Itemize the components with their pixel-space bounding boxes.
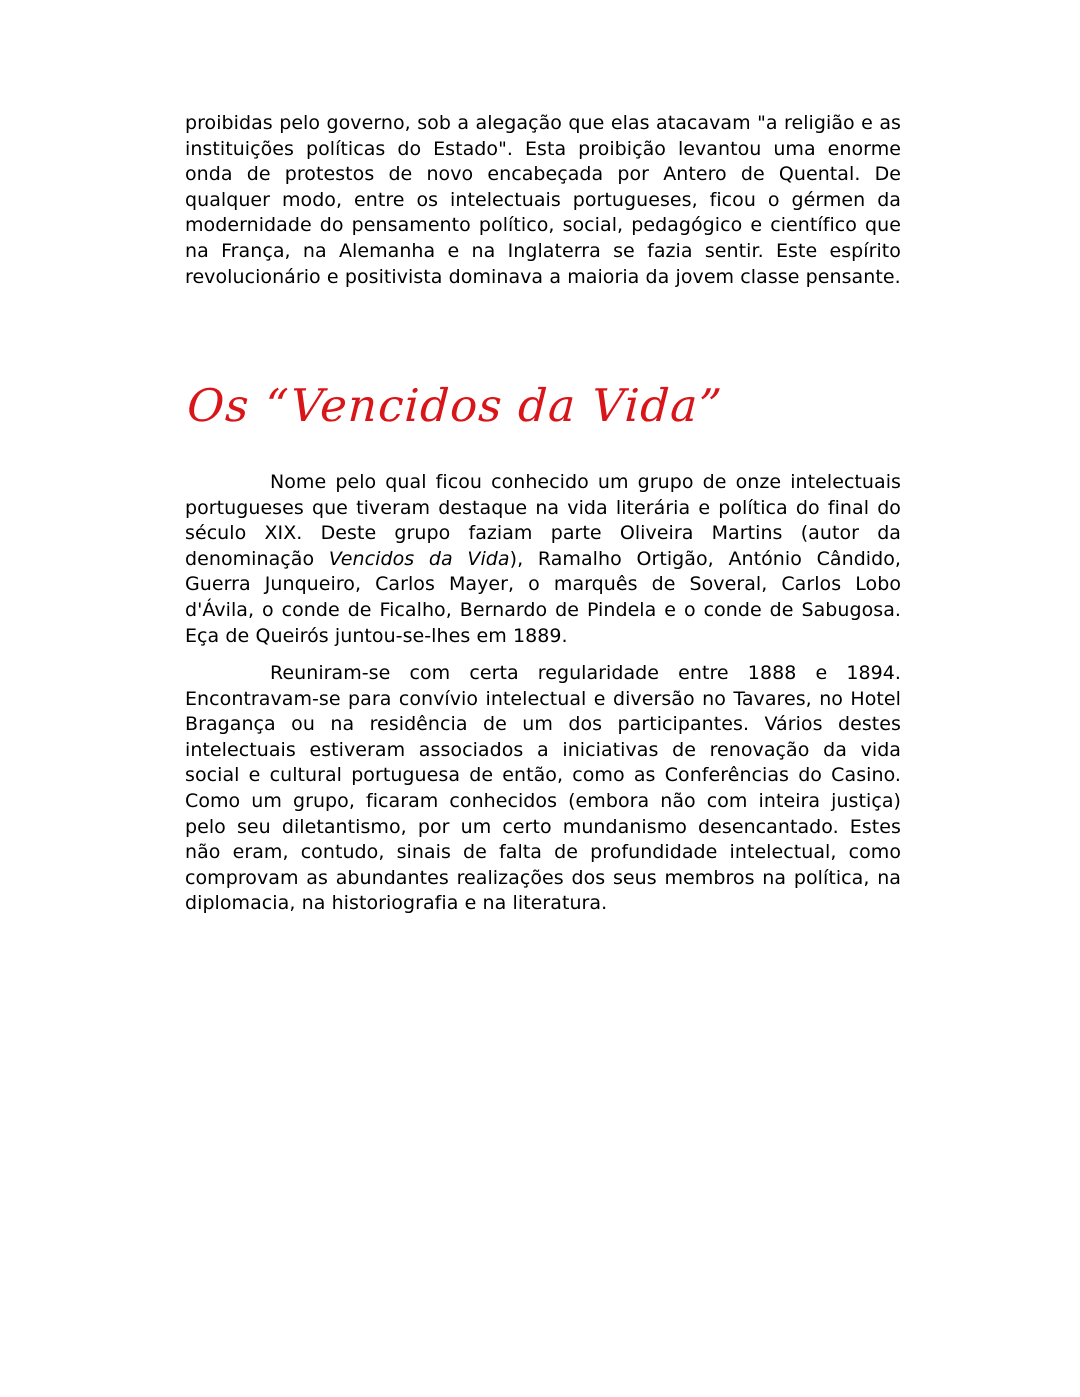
paragraph-one (185, 470, 901, 649)
page-title: Os “Vencidos da Vida” (185, 379, 725, 432)
paragraph-one-italic-title: Vencidos da Vida (328, 547, 510, 570)
paragraph-one-segment-before: Nome pelo qual ficou conhecido um grupo de onze intelectuais portugueses que tiveram destaque na vida literária e política do final do século XIX. Deste grupo faziam parte Oliveira Martins (autor da denominação (185, 471, 901, 570)
intro-text-block (185, 111, 901, 290)
section-heading-container (186, 381, 902, 431)
paragraph-one-segment-after: ), Ramalho Ortigão, António Cândido, Guerra Junqueiro, Carlos Mayer, o marquês de Soveral, Carlos Lobo d'Ávila, o conde de Ficalho, Bernardo de Pindela e o conde de Sabugosa. Eça de Queirós juntou-se-lhes em 1889. (185, 547, 902, 647)
paragraph-two: Reuniram-se com certa regularidade entre 1888 e 1894. Encontravam-se para convívio intelectual e diversão no Tavares, no Hotel Bragança ou na residência de um dos participantes. Vários destes intelectuais estiveram associados a iniciativas de renovação da vida social e cultural portuguesa de então, como as Conferências do Casino. Como um grupo, ficaram conhecidos (embora não com inteira justiça) pelo seu diletantismo, por um certo mundanismo desencantado. Estes não eram, contudo, sinais de falta de profundidade intelectual, como comprovam as abundantes realizações dos seus membros na política, na diplomacia, na historiografia e na literatura. (185, 662, 901, 915)
first-body-block (185, 470, 901, 649)
intro-paragraph: proibidas pelo governo, sob a alegação que elas atacavam "a religião e as instituições políticas do Estado". Esta proibição levantou uma enorme onda de protestos de novo encabeçada por Antero de Quental. De qualquer modo, entre os intelectuais portugueses, ficou o gérmen da modernidade do pensamento político, social, pedagógico e científico que na França, na Alemanha e na Inglaterra se fazia sentir. Este espírito revolucionário e positivista dominava a maioria da jovem classe pensante. (185, 112, 901, 288)
second-body-block (185, 661, 901, 917)
